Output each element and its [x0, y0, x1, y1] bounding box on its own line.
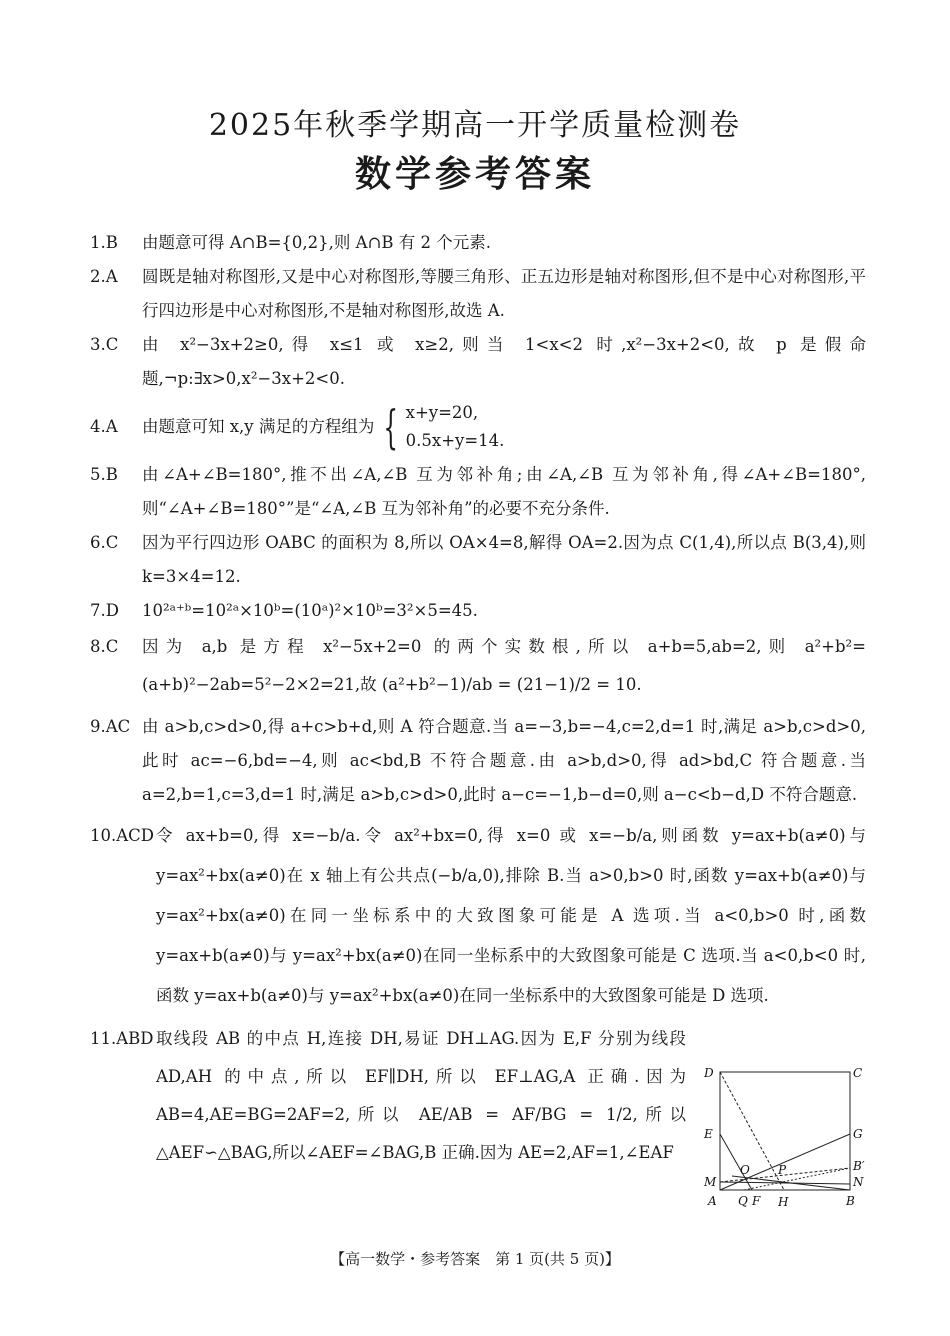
answer-item-1: [90, 226, 866, 260]
label-e: E: [704, 1127, 713, 1141]
label-q: Q: [738, 1194, 748, 1208]
equation-line: x+y=20,: [405, 403, 479, 422]
label-d: D: [704, 1066, 714, 1080]
answer-text: 10²ᵃ⁺ᵇ=10²ᵃ×10ᵇ=(10ᵃ)²×10ᵇ=3²×5=45.: [142, 601, 478, 620]
page-subtitle: 数学参考答案: [354, 153, 595, 195]
answer-text: 取线段 AB 的中点 H,连接 DH,易证 DH⊥AG.因为 E,F 分别为线段 AD,AH 的中点,所以 EF∥DH,所以 EF⊥AG,A 正确.因为 AB=4,AE=BG=2AF=2,所以 AE/AB = AF/BG = 1/2,所以△AEF∽△BAG,所以∠AEF=∠BAG,B 正确.因为 AE=2,AF=1,∠EAF: [156, 1029, 686, 1162]
answer-number: 8.C: [90, 637, 119, 656]
answer-number: 2.A: [90, 267, 118, 286]
page-footer: 【高一数学・参考答案 第 1 页(共 5 页)】: [330, 1250, 620, 1268]
answer-item-3: [90, 328, 866, 396]
answer-number: 11.ABD: [90, 1029, 154, 1048]
label-g: G: [853, 1127, 863, 1141]
label-a: A: [708, 1194, 717, 1208]
answer-text: 由题意可知 x,y 满足的方程组为: [142, 417, 375, 436]
answer-number: 9.AC: [90, 717, 131, 736]
answer-item-9: [90, 710, 866, 812]
answer-text: 因为 a,b 是方程 x²−5x+2=0 的两个实数根,所以 a+b=5,ab=2,则 a²+b²=(a+b)²−2ab=5²−2×2=21,故 (a²+b²−1)/ab = (21−1)/2 = 10.: [142, 637, 866, 694]
answer-number: 5.B: [90, 465, 118, 484]
answer-item-5: [90, 458, 866, 526]
geometry-figure: [702, 1064, 870, 1214]
label-m: M: [704, 1175, 717, 1189]
segment-ob: [732, 1176, 850, 1190]
answer-number: 7.D: [90, 601, 119, 620]
label-p: P: [778, 1163, 787, 1177]
answer-item-7: [90, 594, 866, 628]
equation-system: [376, 399, 504, 455]
label-b-prime: B′: [853, 1159, 865, 1173]
page-title: 2025年秋季学期高一开学质量检测卷: [208, 108, 742, 143]
answer-number: 10.ACD: [90, 826, 155, 845]
answer-item-8: [90, 628, 866, 704]
answer-text: 由∠A+∠B=180°,推不出∠A,∠B 互为邻补角;由∠A,∠B 互为邻补角,得∠A+∠B=180°,则“∠A+∠B=180°”是“∠A,∠B 互为邻补角”的必要不充分条件.: [142, 465, 866, 518]
answer-text: 由题意可得 A∩B={0,2},则 A∩B 有 2 个元素.: [142, 233, 492, 252]
answer-text: 圆既是轴对称图形,又是中心对称图形,等腰三角形、正五边形是轴对称图形,但不是中心对称图形,平行四边形是中心对称图形,不是轴对称图形,故选 A.: [142, 267, 866, 320]
label-o: O: [740, 1163, 750, 1177]
answer-list: [90, 226, 866, 1172]
answer-number: 3.C: [90, 335, 119, 354]
answer-number: 6.C: [90, 533, 119, 552]
answer-item-10: [90, 816, 866, 1016]
segment-dh: [720, 1072, 784, 1190]
answer-item-2: [90, 260, 866, 328]
answer-number: 4.A: [90, 417, 118, 436]
answer-item-4: [90, 396, 866, 458]
equation-line: 0.5x+y=14.: [405, 431, 505, 450]
answer-number: 1.B: [90, 233, 118, 252]
answer-text: 令 ax+b=0,得 x=−b/a.令 ax²+bx=0,得 x=0 或 x=−b/a,则函数 y=ax+b(a≠0)与 y=ax²+bx(a≠0)在 x 轴上有公共点(−b/a,0),排除 B.当 a>0,b>0 时,函数 y=ax+b(a≠0)与 y=ax²+bx(a≠0)在同一坐标系中的大致图象可能是 A 选项.当 a<0,b>0 时,函数 y=ax+b(a≠0)与 y=ax²+bx(a≠0)在同一坐标系中的大致图象可能是 C 选项.当 a<0,b<0 时,函数 y=ax+b(a≠0)与 y=ax²+bx(a≠0)在同一坐标系中的大致图象可能是 D 选项.: [156, 826, 866, 1005]
answer-text: 由 a>b,c>d>0,得 a+c>b+d,则 A 符合题意.当 a=−3,b=−4,c=2,d=1 时,满足 a>b,c>d>0,此时 ac=−6,bd=−4,则 ac<bd,B 不符合题意.由 a>b,d>0,得 ad>bd,C 符合题意.当 a=2,b=1,c=3,d=1 时,满足 a>b,c>d>0,此时 a−c=−1,b−d=0,则 a−c<b−d,D 不符合题意.: [142, 717, 866, 804]
answer-item-6: [90, 526, 866, 594]
label-f: F: [752, 1194, 761, 1208]
label-h: H: [778, 1195, 789, 1209]
label-b: B: [846, 1194, 855, 1208]
label-c: C: [853, 1066, 863, 1080]
brace-icon: {: [383, 400, 399, 454]
answer-text: 因为平行四边形 OABC 的面积为 8,所以 OA×4=8,解得 OA=2.因为点 C(1,4),所以点 B(3,4),则 k=3×4=12.: [142, 533, 866, 586]
label-n: N: [853, 1175, 864, 1189]
answer-text: 由 x²−3x+2≥0,得 x≤1 或 x≥2,则当 1<x<2 时,x²−3x+2<0,故 p 是假命题,¬p:∃x>0,x²−3x+2<0.: [142, 335, 866, 388]
